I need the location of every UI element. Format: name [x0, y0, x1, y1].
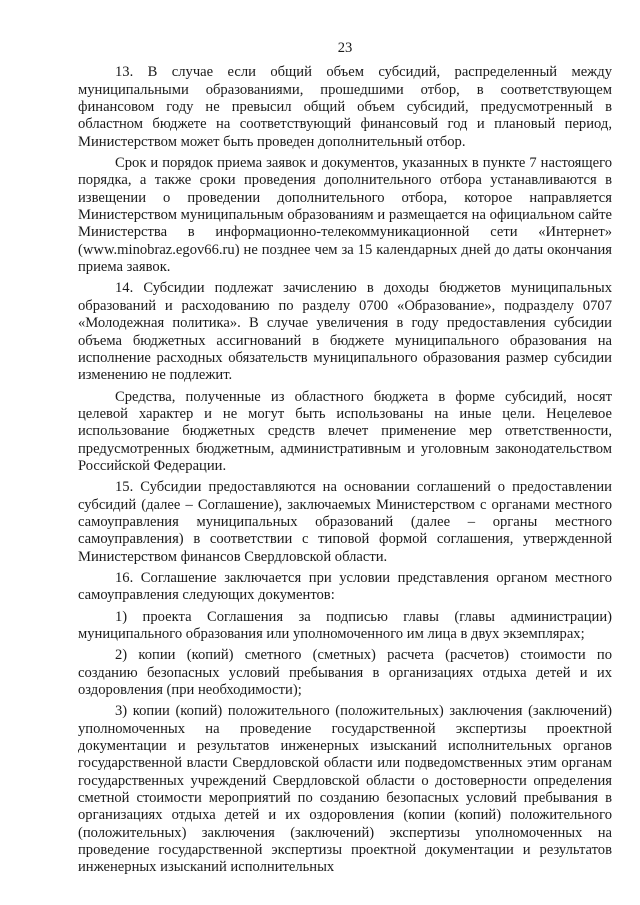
paragraph-funds-usage: Средства, полученные из областного бюджета в форме субсидий, носят целевой характер и не могут быть использованы на иные цели. Нецелевое использование бюджетных средств влечет применение мер ответственности, предусмотренных бюджетным, административным и уголовным законодательством Российской Федерации. — [78, 388, 612, 474]
document-page — [78, 40, 612, 879]
paragraph-13: 13. В случае если общий объем субсидий, распределенный между муниципальными образованиями, прошедшими отбор, в соответствующем финансовом году не превысил общий объем субсидий, предусмотренный в областном бюджете на соответствующий финансовый год и плановый период, Министерством может быть проведен дополнительный отбор. — [78, 64, 612, 150]
list-item-1: 1) проекта Соглашения за подписью главы (главы администрации) муниципального образования или уполномоченного им лица в двух экземплярах; — [78, 608, 612, 642]
paragraph-15: 15. Субсидии предоставляются на основании соглашений о предоставлении субсидий (далее – Соглашение), заключаемых Министерством с органами местного самоуправления муниципальных образований (далее – органы местного самоуправления) в соответствии с типовой формой соглашения, утвержденной Министерством финансов Свердловской области. — [78, 479, 612, 565]
paragraph-deadline: Срок и порядок приема заявок и документов, указанных в пункте 7 настоящего порядка, а также сроки проведения дополнительного отбора устанавливаются в извещении о проведении дополнительного отбора, которое направляется Министерством муниципальным образованиям и размещается на официальном сайте Министерства в информационно-телекоммуникационной сети «Интернет» (www.minobraz.egov66.ru) не позднее чем за 15 календарных дней до даты окончания приема заявок. — [78, 155, 612, 276]
list-item-3: 3) копии (копий) положительного (положительных) заключения (заключений) уполномоченных на проведение государственной экспертизы проектной документации и результатов инженерных изысканий исполнительных органов государственной власти Свердловской области или подведомственных этим органам государственных учреждений Свердловской области о достоверности определения сметной стоимости мероприятий по созданию безопасных условий пребывания в организациях отдыха детей и их оздоровления (копии (копий) положительного (положительных) заключения (заключений) экспертизы уполномоченных на проведение государственной экспертизы проектной документации и результатов инженерных изысканий исполнительных — [78, 703, 612, 876]
list-item-2: 2) копии (копий) сметного (сметных) расчета (расчетов) стоимости по созданию безопасных условий пребывания в организациях отдыха детей и их оздоровления (при необходимости); — [78, 647, 612, 699]
paragraph-14: 14. Субсидии подлежат зачислению в доходы бюджетов муниципальных образований и расходованию по разделу 0700 «Образование», подразделу 0707 «Молодежная политика». В случае увеличения в году предоставления субсидии объема бюджетных ассигнований в бюджете муниципального образования на исполнение расходных обязательств муниципального образования размер субсидии изменению не подлежит. — [78, 280, 612, 384]
paragraph-16: 16. Соглашение заключается при условии представления органом местного самоуправления следующих документов: — [78, 569, 612, 604]
page-number: 23 — [337, 40, 353, 56]
